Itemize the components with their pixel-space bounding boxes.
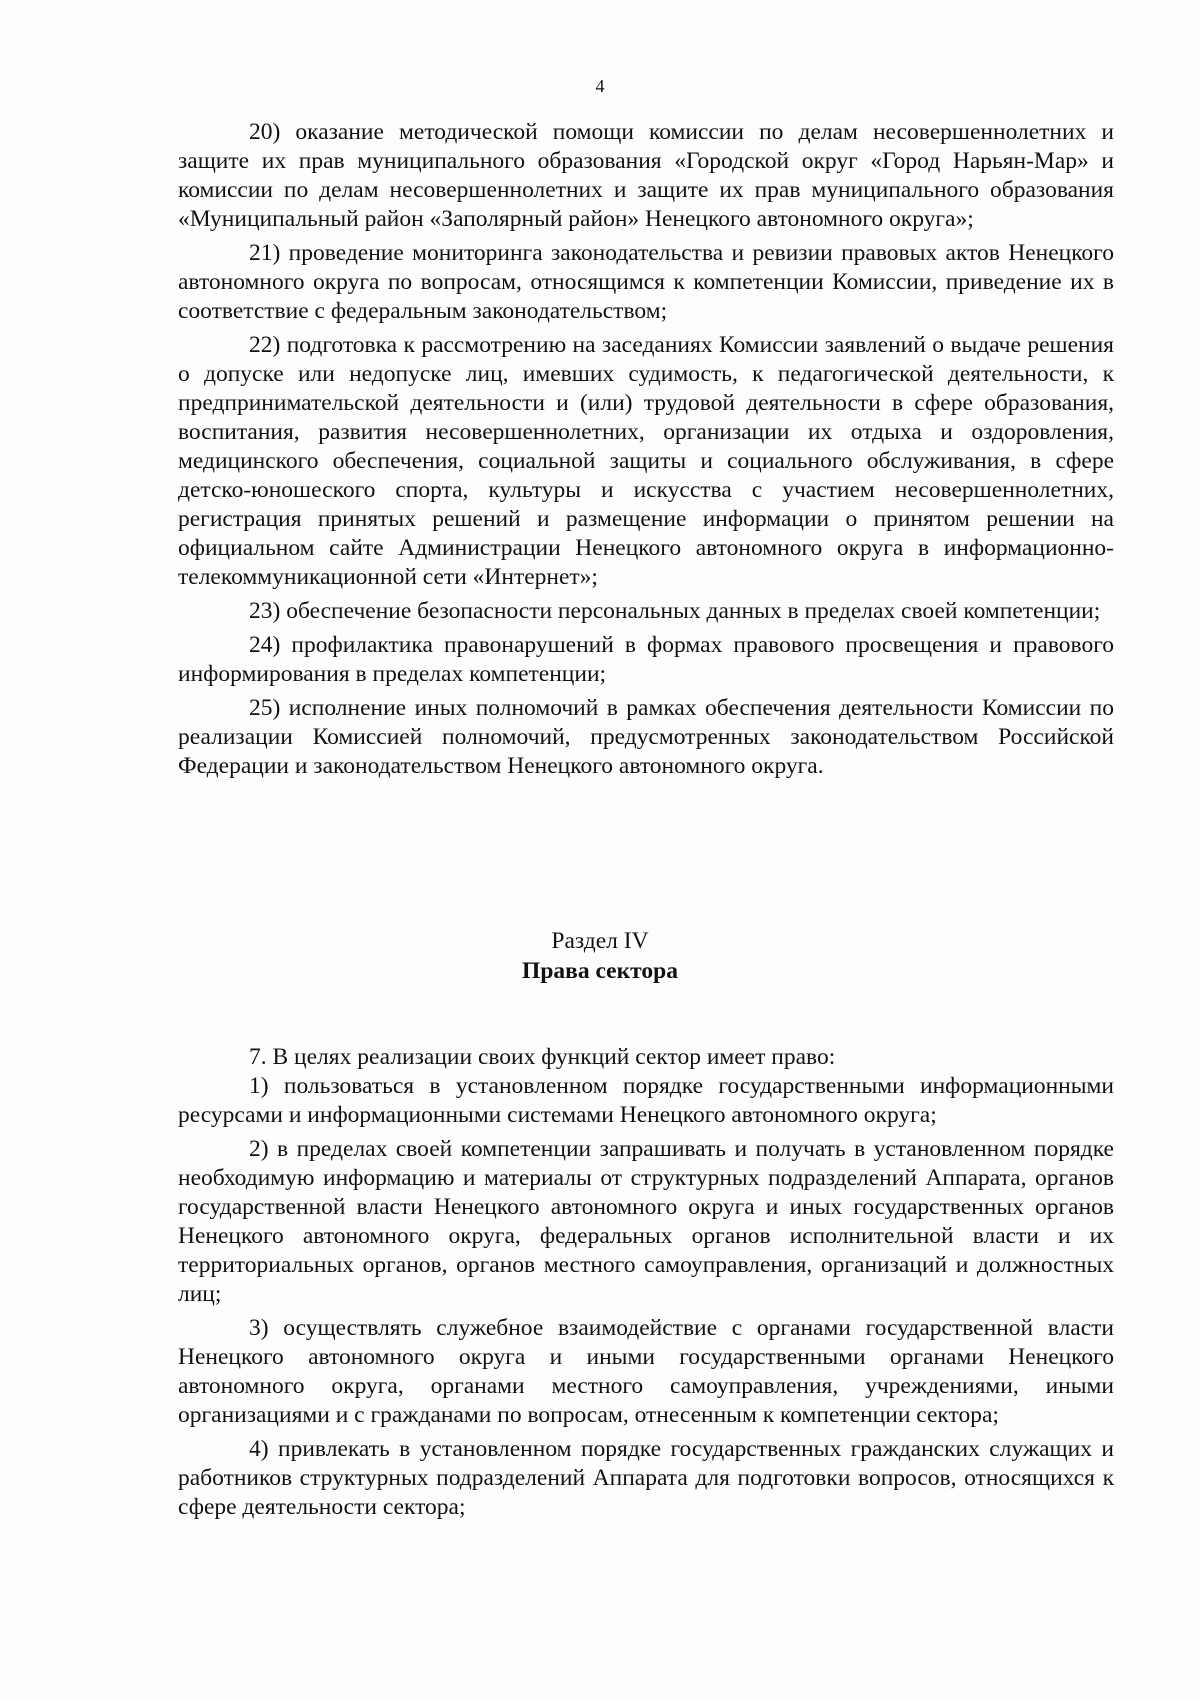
paragraph-right-1: 1) пользоваться в установленном порядке государственными информационными ресурсами и информационными системами Ненецкого автономного округа; <box>178 1073 1114 1128</box>
paragraph-right-4: 4) привлекать в установленном порядке государственных гражданских служащих и работников структурных подразделений Аппарата для подготовки вопросов, относящихся к сфере деятельности сектора; <box>178 1436 1114 1520</box>
paragraph-clause-7: 7. В целях реализации своих функций сектор имеет право: <box>249 1044 836 1070</box>
paragraph-item-24: 24) профилактика правонарушений в формах правового просвещения и правового информирования в пределах компетенции; <box>178 632 1114 687</box>
paragraph-item-22: 22) подготовка к рассмотрению на заседаниях Комиссии заявлений о выдаче решения о допуске или недопуске лиц, имевших судимость, к педагогической деятельности, к предпринимательской деятельности и (или) трудовой деятельности в сфере образования, воспитания, развития несовершеннолетних, организации их отдыха и оздоровления, медицинского обеспечения, социальной защиты и социального обслуживания, в сфере детско-юношеского спорта, культуры и искусства с участием несовершеннолетних, регистрация принятых решений и размещение информации о принятом решении на официальном сайте Администрации Ненецкого автономного округа в информационно-телекоммуникационной сети «Интернет»; <box>178 332 1114 590</box>
rights-list <box>178 1043 1114 1522</box>
paragraph-right-3: 3) осуществлять служебное взаимодействие с органами государственной власти Ненецкого автономного округа и иными государственными органами Ненецкого автономного округа, органами местного самоуправления, учреждениями, иными организациями и с гражданами по вопросам, отнесенным к компетенции сектора; <box>178 1315 1114 1428</box>
paragraph-item-20: 20) оказание методической помощи комиссии по делам несовершеннолетних и защите их прав муниципального образования «Городской округ «Город Нарьян-Мар» и комиссии по делам несовершеннолетних и защите их прав муниципального образования «Муниципальный район «Заполярный район» Ненецкого автономного округа»; <box>178 119 1114 232</box>
section-label: Раздел IV <box>551 928 649 954</box>
section-title: Права сектора <box>522 958 678 984</box>
duties-list <box>178 118 1114 781</box>
paragraph-right-2: 2) в пределах своей компетенции запрашивать и получать в установленном порядке необходимую информацию и материалы от структурных подразделений Аппарата, органов государственной власти Ненецкого автономного округа и иных государственных органов Ненецкого автономного округа, федеральных органов исполнительной власти и их территориальных органов, органов местного самоуправления, организаций и должностных лиц; <box>178 1136 1114 1307</box>
paragraph-item-25: 25) исполнение иных полномочий в рамках обеспечения деятельности Комиссии по реализации Комиссией полномочий, предусмотренных законодательством Российской Федерации и законодательством Ненецкого автономного округа. <box>178 695 1114 779</box>
paragraph-item-21: 21) проведение мониторинга законодательства и ревизии правовых актов Ненецкого автономного округа по вопросам, относящимся к компетенции Комиссии, приведение их в соответствие с федеральным законодательством; <box>178 240 1114 324</box>
paragraph-item-23: 23) обеспечение безопасности персональных данных в пределах своей компетенции; <box>249 598 1101 624</box>
page-number: 4 <box>595 76 605 96</box>
section-heading <box>0 926 1200 986</box>
